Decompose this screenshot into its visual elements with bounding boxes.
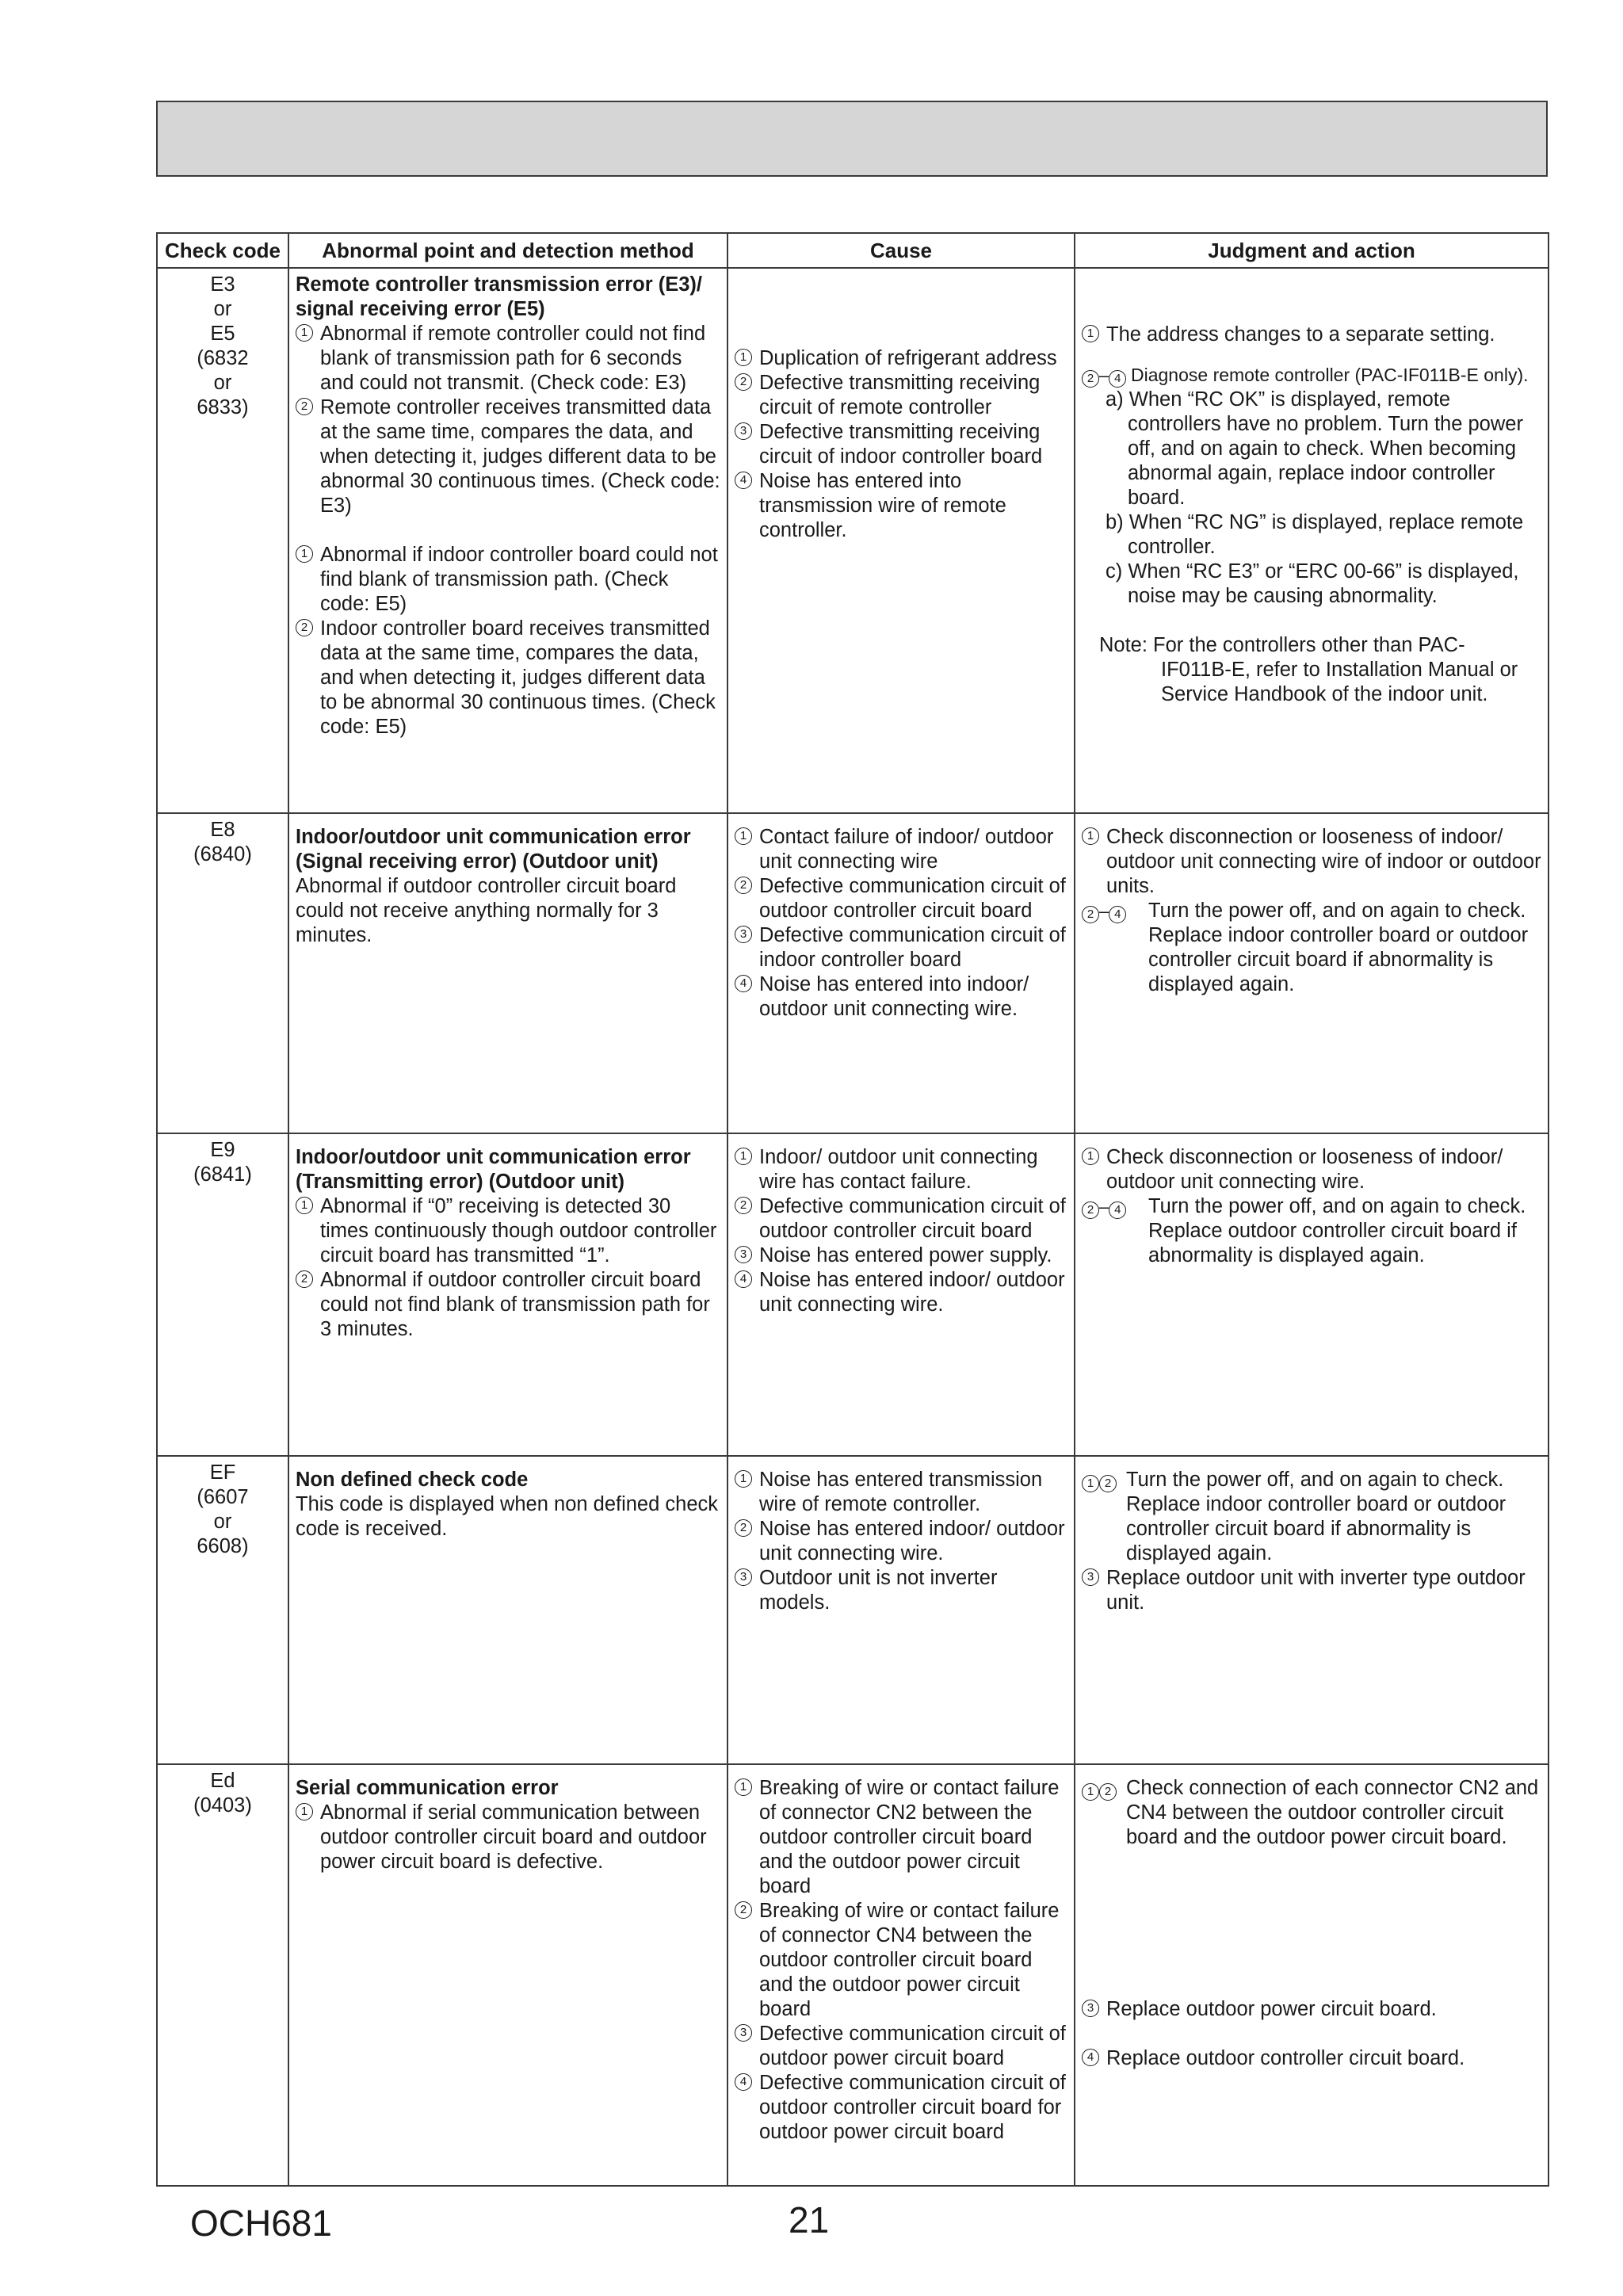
circled-1-icon: 1	[1082, 1475, 1099, 1492]
circled-3-icon: 3	[1082, 2000, 1099, 2017]
check-code-line: EF	[209, 1461, 236, 1484]
detection-text: Abnormal if outdoor controller circuit board could not receive anything normally for 3 minutes.	[296, 875, 677, 946]
table-header-row	[157, 233, 1549, 268]
judgment-cell	[1075, 1133, 1549, 1456]
detection-cell	[288, 1764, 727, 2186]
judgment-item: 1 2 Turn the power off, and on again to check. Replace indoor controller board or outdoor controller circuit board if abnormality is displayed again.	[1082, 1468, 1541, 1566]
header-check-code: Check code	[157, 233, 288, 268]
detection-cell	[288, 813, 727, 1133]
circled-4-icon: 4	[735, 1270, 752, 1288]
cause-item: 4 Noise has entered indoor/ outdoor unit connecting wire.	[735, 1268, 1067, 1317]
circled-1-icon: 1	[735, 827, 752, 845]
circled-2-icon: 2	[735, 373, 752, 391]
check-code-cell	[157, 1133, 288, 1456]
circled-2-icon: 2	[1082, 370, 1099, 388]
circled-2-icon: 2	[1082, 906, 1099, 923]
judgment-item: 2 – 4 Turn the power off, and on again to check. Replace outdoor controller circuit board if abnormality is displayed again.	[1082, 1194, 1541, 1268]
circled-1-icon: 1	[296, 324, 313, 342]
table-row	[157, 813, 1549, 1133]
circled-2-icon: 2	[296, 619, 313, 636]
cause-item: 1 Noise has entered transmission wire of remote controller.	[735, 1468, 1067, 1517]
table-row	[157, 1764, 1549, 2186]
circled-3-icon: 3	[1082, 1568, 1099, 1586]
header-abnormal-point: Abnormal point and detection method	[288, 233, 727, 268]
cause-item: 4 Noise has entered into transmission wire of remote controller.	[735, 469, 1067, 543]
cause-item: 3 Defective communication circuit of outdoor power circuit board	[735, 2022, 1067, 2071]
detection-cell	[288, 1133, 727, 1456]
circled-2-icon: 2	[296, 1270, 313, 1288]
circled-1-icon: 1	[735, 1470, 752, 1488]
check-code-cell	[157, 268, 288, 813]
circled-4-icon: 4	[1109, 906, 1126, 923]
judgment-subitem: b) When “RC NG” is displayed, replace remote controller.	[1106, 511, 1524, 558]
circled-4-icon: 4	[1109, 1201, 1126, 1219]
judgment-item: 1 Check disconnection or looseness of indoor/ outdoor unit connecting wire of indoor or outdoor units.	[1082, 825, 1541, 899]
cause-item: 1 Indoor/ outdoor unit connecting wire has contact failure.	[735, 1145, 1067, 1194]
circled-1-icon: 1	[735, 1148, 752, 1165]
circled-2-icon: 2	[735, 1901, 752, 1919]
judgment-cell	[1075, 1456, 1549, 1764]
check-code-line: Ed	[210, 1770, 235, 1792]
cause-item: 2 Defective communication circuit of outdoor controller circuit board	[735, 874, 1067, 923]
circled-3-icon: 3	[735, 422, 752, 440]
circled-2-icon: 2	[296, 398, 313, 415]
circled-4-icon: 4	[735, 975, 752, 992]
cause-cell	[727, 813, 1075, 1133]
check-code-line: 6833)	[197, 396, 249, 418]
check-code-line: or	[213, 298, 232, 320]
error-title: Indoor/outdoor unit communication error (Signal receiving error) (Outdoor unit)	[296, 826, 691, 873]
circled-1-icon: 1	[296, 1803, 313, 1820]
judgment-cell	[1075, 268, 1549, 813]
circled-2-icon: 2	[735, 1197, 752, 1214]
cause-item: 1 Breaking of wire or contact failure of connector CN2 between the outdoor controller circuit board and the outdoor power circuit board	[735, 1776, 1067, 1899]
table-row	[157, 1133, 1549, 1456]
detection-item: 1 Abnormal if remote controller could not find blank of transmission path for 6 seconds and could not transmit. (Check code: E3)	[296, 322, 720, 395]
circled-1-icon: 1	[735, 1778, 752, 1796]
note-text-continued: IF011B-E, refer to Installation Manual or Service Handbook of the indoor unit.	[1161, 659, 1518, 705]
circled-4-icon: 4	[735, 2073, 752, 2091]
judgment-subitem: c) When “RC E3” or “ERC 00-66” is displayed, noise may be causing abnormality.	[1106, 560, 1519, 607]
circled-3-icon: 3	[735, 1246, 752, 1263]
cause-cell	[727, 1133, 1075, 1456]
check-code-cell	[157, 1456, 288, 1764]
cause-item: 3 Defective transmitting receiving circuit of indoor controller board	[735, 420, 1067, 469]
circled-1-icon: 1	[1082, 827, 1099, 845]
check-code-line: or	[213, 372, 232, 394]
header-cause: Cause	[727, 233, 1075, 268]
judgment-cell	[1075, 1764, 1549, 2186]
judgment-item: 1 The address changes to a separate setting.	[1082, 323, 1541, 347]
table-row	[157, 1456, 1549, 1764]
circled-2-icon: 2	[1082, 1201, 1099, 1219]
judgment-item: 2 – 4 Turn the power off, and on again to check. Replace indoor controller board or outdoor controller circuit board if abnormality is displayed again.	[1082, 899, 1541, 997]
check-code-line: (0403)	[193, 1794, 252, 1817]
detection-item: 1 Abnormal if “0” receiving is detected 30 times continuously though outdoor controller circuit board has transmitted “1”.	[296, 1194, 720, 1268]
detection-item: 2 Indoor controller board receives transmitted data at the same time, compares the data, and when detecting it, judges different data to be abnormal 30 continuous times. (Check code: E5)	[296, 617, 720, 739]
circled-1-icon: 1	[1082, 1148, 1099, 1165]
judgment-item: 4 Replace outdoor controller circuit board.	[1082, 2046, 1541, 2071]
document-code: OCH681	[190, 2202, 332, 2244]
check-code-cell	[157, 1764, 288, 2186]
judgment-subitem: a) When “RC OK” is displayed, remote controllers have no problem. Turn the power off, and on again to check. When becoming abnormal again, replace indoor controller board.	[1106, 388, 1523, 509]
error-title: Non defined check code	[296, 1469, 529, 1491]
check-code-line: or	[213, 1511, 232, 1533]
check-code-cell	[157, 813, 288, 1133]
error-title: Remote controller transmission error (E3)/ signal receiving error (E5)	[296, 273, 702, 320]
error-title: Serial communication error	[296, 1777, 559, 1799]
detection-cell	[288, 268, 727, 813]
circled-4-icon: 4	[1082, 2049, 1099, 2066]
circled-1-icon: 1	[735, 349, 752, 366]
judgment-item: 3 Replace outdoor power circuit board.	[1082, 1997, 1541, 2022]
cause-item: 2 Breaking of wire or contact failure of connector CN4 between the outdoor controller circuit board and the outdoor power circuit board	[735, 1899, 1067, 2022]
circled-1-icon: 1	[1082, 325, 1099, 342]
cause-item: 2 Noise has entered indoor/ outdoor unit connecting wire.	[735, 1517, 1067, 1566]
judgment-item: 1 2 Check connection of each connector CN2 and CN4 between the outdoor controller circuit board and the outdoor power circuit board.	[1082, 1776, 1541, 1850]
circled-4-icon: 4	[1109, 370, 1126, 388]
circled-2-icon: 2	[735, 1519, 752, 1537]
check-code-line: (6841)	[193, 1163, 252, 1186]
detection-item: 1 Abnormal if serial communication between outdoor controller circuit board and outdoor power circuit board is defective.	[296, 1801, 720, 1874]
cause-item: 2 Defective communication circuit of outdoor controller circuit board	[735, 1194, 1067, 1244]
circled-1-icon: 1	[296, 1197, 313, 1214]
circled-3-icon: 3	[735, 926, 752, 943]
detection-text: This code is displayed when non defined check code is received.	[296, 1493, 718, 1540]
page-number: 21	[789, 2199, 830, 2241]
cause-item: 3 Defective communication circuit of indoor controller board	[735, 923, 1067, 972]
judgment-item: 2 – 4 Diagnose remote controller (PAC-IF011B-E only).	[1082, 363, 1541, 388]
circled-3-icon: 3	[735, 1568, 752, 1586]
cause-cell	[727, 1456, 1075, 1764]
check-code-line: (6832	[197, 347, 249, 369]
error-title: Indoor/outdoor unit communication error (Transmitting error) (Outdoor unit)	[296, 1146, 691, 1193]
cause-item: 1 Contact failure of indoor/ outdoor unit connecting wire	[735, 825, 1067, 874]
check-code-line: E9	[210, 1139, 235, 1161]
cause-cell	[727, 268, 1075, 813]
cause-item: 3 Noise has entered power supply.	[735, 1244, 1067, 1268]
check-code-line: E8	[210, 819, 235, 841]
cause-item: 4 Defective communication circuit of outdoor controller circuit board for outdoor power circuit board	[735, 2071, 1067, 2145]
cause-item: 4 Noise has entered into indoor/ outdoor unit connecting wire.	[735, 972, 1067, 1022]
check-code-line: E5	[210, 323, 235, 345]
judgment-cell	[1075, 813, 1549, 1133]
cause-item: 3 Outdoor unit is not inverter models.	[735, 1566, 1067, 1615]
check-code-line: E3	[210, 273, 235, 296]
cause-item: 2 Defective transmitting receiving circuit of remote controller	[735, 371, 1067, 420]
circled-4-icon: 4	[735, 472, 752, 489]
circled-3-icon: 3	[735, 2024, 752, 2042]
header-judgment: Judgment and action	[1075, 233, 1549, 268]
detection-item: 2 Abnormal if outdoor controller circuit board could not find blank of transmission path for 3 minutes.	[296, 1268, 720, 1342]
note-text: Note: For the controllers other than PAC-	[1099, 634, 1465, 656]
check-code-line: (6607	[197, 1486, 249, 1508]
detection-item: 1 Abnormal if indoor controller board could not find blank of transmission path. (Check code: E5)	[296, 543, 720, 617]
check-code-line: 6608)	[197, 1535, 249, 1557]
cause-cell	[727, 1764, 1075, 2186]
check-code-line: (6840)	[193, 843, 252, 865]
circled-2-icon: 2	[735, 877, 752, 894]
judgment-item: 3 Replace outdoor unit with inverter type outdoor unit.	[1082, 1566, 1541, 1615]
circled-2-icon: 2	[1099, 1783, 1117, 1801]
circled-1-icon: 1	[1082, 1783, 1099, 1801]
judgment-item: 1 Check disconnection or looseness of indoor/ outdoor unit connecting wire.	[1082, 1145, 1541, 1194]
circled-2-icon: 2	[1099, 1475, 1117, 1492]
header-band	[156, 101, 1548, 177]
detection-item: 2 Remote controller receives transmitted data at the same time, compares the data, and when detecting it, judges different data to be abnormal 30 continuous times. (Check code: E3)	[296, 395, 720, 518]
detection-cell	[288, 1456, 727, 1764]
cause-item: 1 Duplication of refrigerant address	[735, 346, 1067, 371]
circled-1-icon: 1	[296, 545, 313, 563]
check-code-table	[156, 232, 1549, 2187]
table-row	[157, 268, 1549, 813]
